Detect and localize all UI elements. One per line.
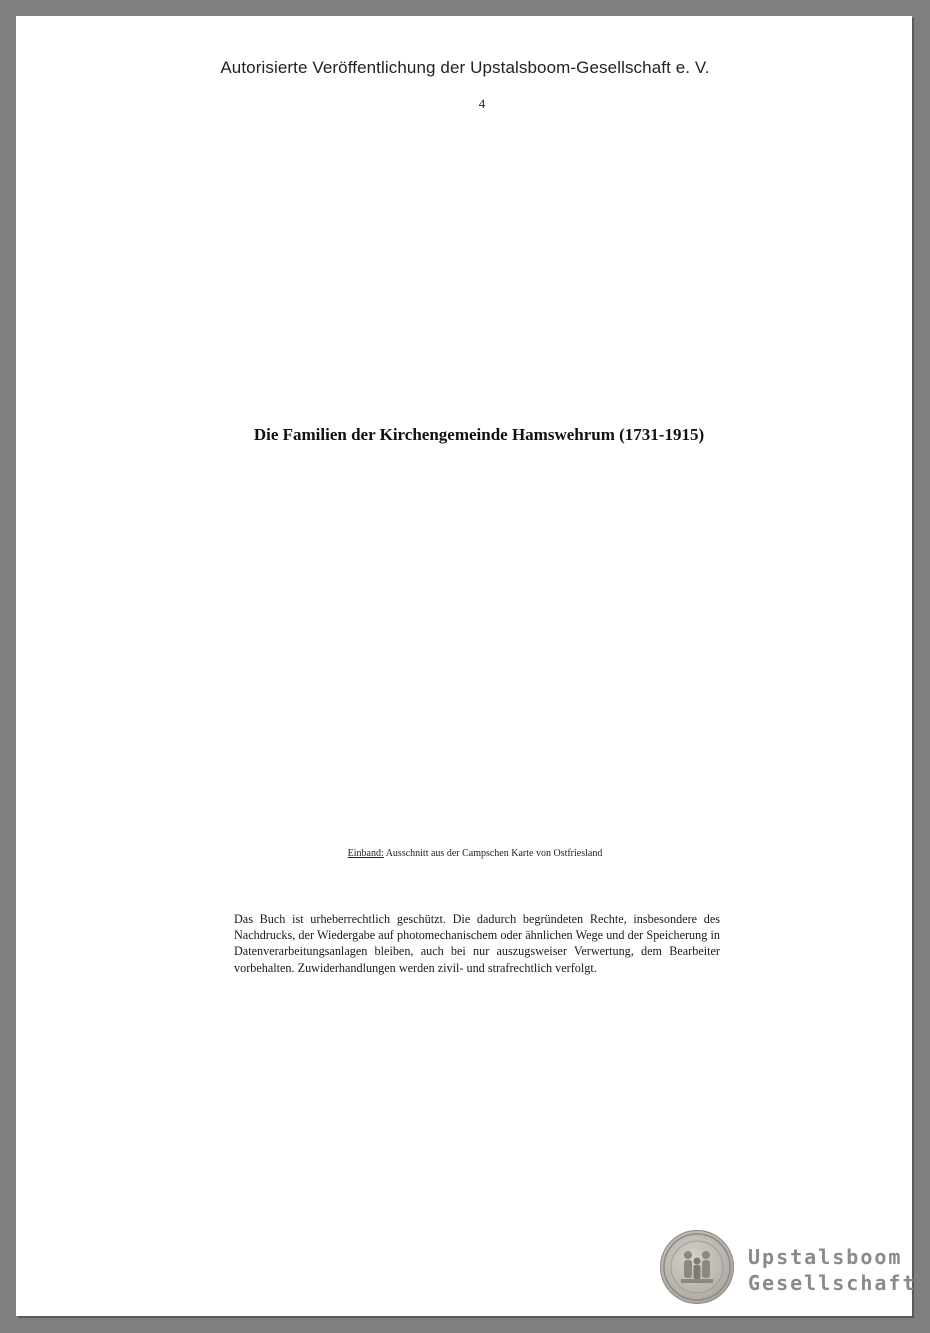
cover-caption bbox=[0, 848, 930, 859]
cover-caption-label: Einband: bbox=[347, 848, 384, 859]
document-title: Die Familien der Kirchengemeinde Hamswehrum (1731-1915) bbox=[253, 425, 705, 444]
cover-caption-text: Ausschnitt aus der Campschen Karte von Ostfriesland bbox=[383, 848, 603, 859]
document-page bbox=[16, 16, 912, 1316]
society-seal-icon bbox=[660, 1230, 734, 1304]
publication-header: Autorisierte Veröffentlichung der Upstalsboom-Gesellschaft e. V. bbox=[220, 58, 710, 77]
copyright-notice: Das Buch ist urheberrechtlich geschützt. Die dadurch begründeten Rechte, insbesondere des Nachdrucks, der Wiedergabe auf photomechanischem oder ähnlichen Wege und der Speicherung in Datenverarbeitungsanlagen bleiben, auch bei nur auszugsweiser Verwertung, dem Bearbeiter vorbehalten. Zuwiderhandlungen werden zivil- und strafrechtlich verfolgt. bbox=[234, 912, 720, 975]
society-wordmark bbox=[748, 1244, 917, 1296]
wordmark-line-1: Upstalsboom bbox=[748, 1245, 903, 1269]
wordmark-line-2: Gesellschaft bbox=[748, 1271, 917, 1295]
page-number: 4 bbox=[478, 96, 486, 111]
seal-graphic bbox=[661, 1231, 733, 1303]
